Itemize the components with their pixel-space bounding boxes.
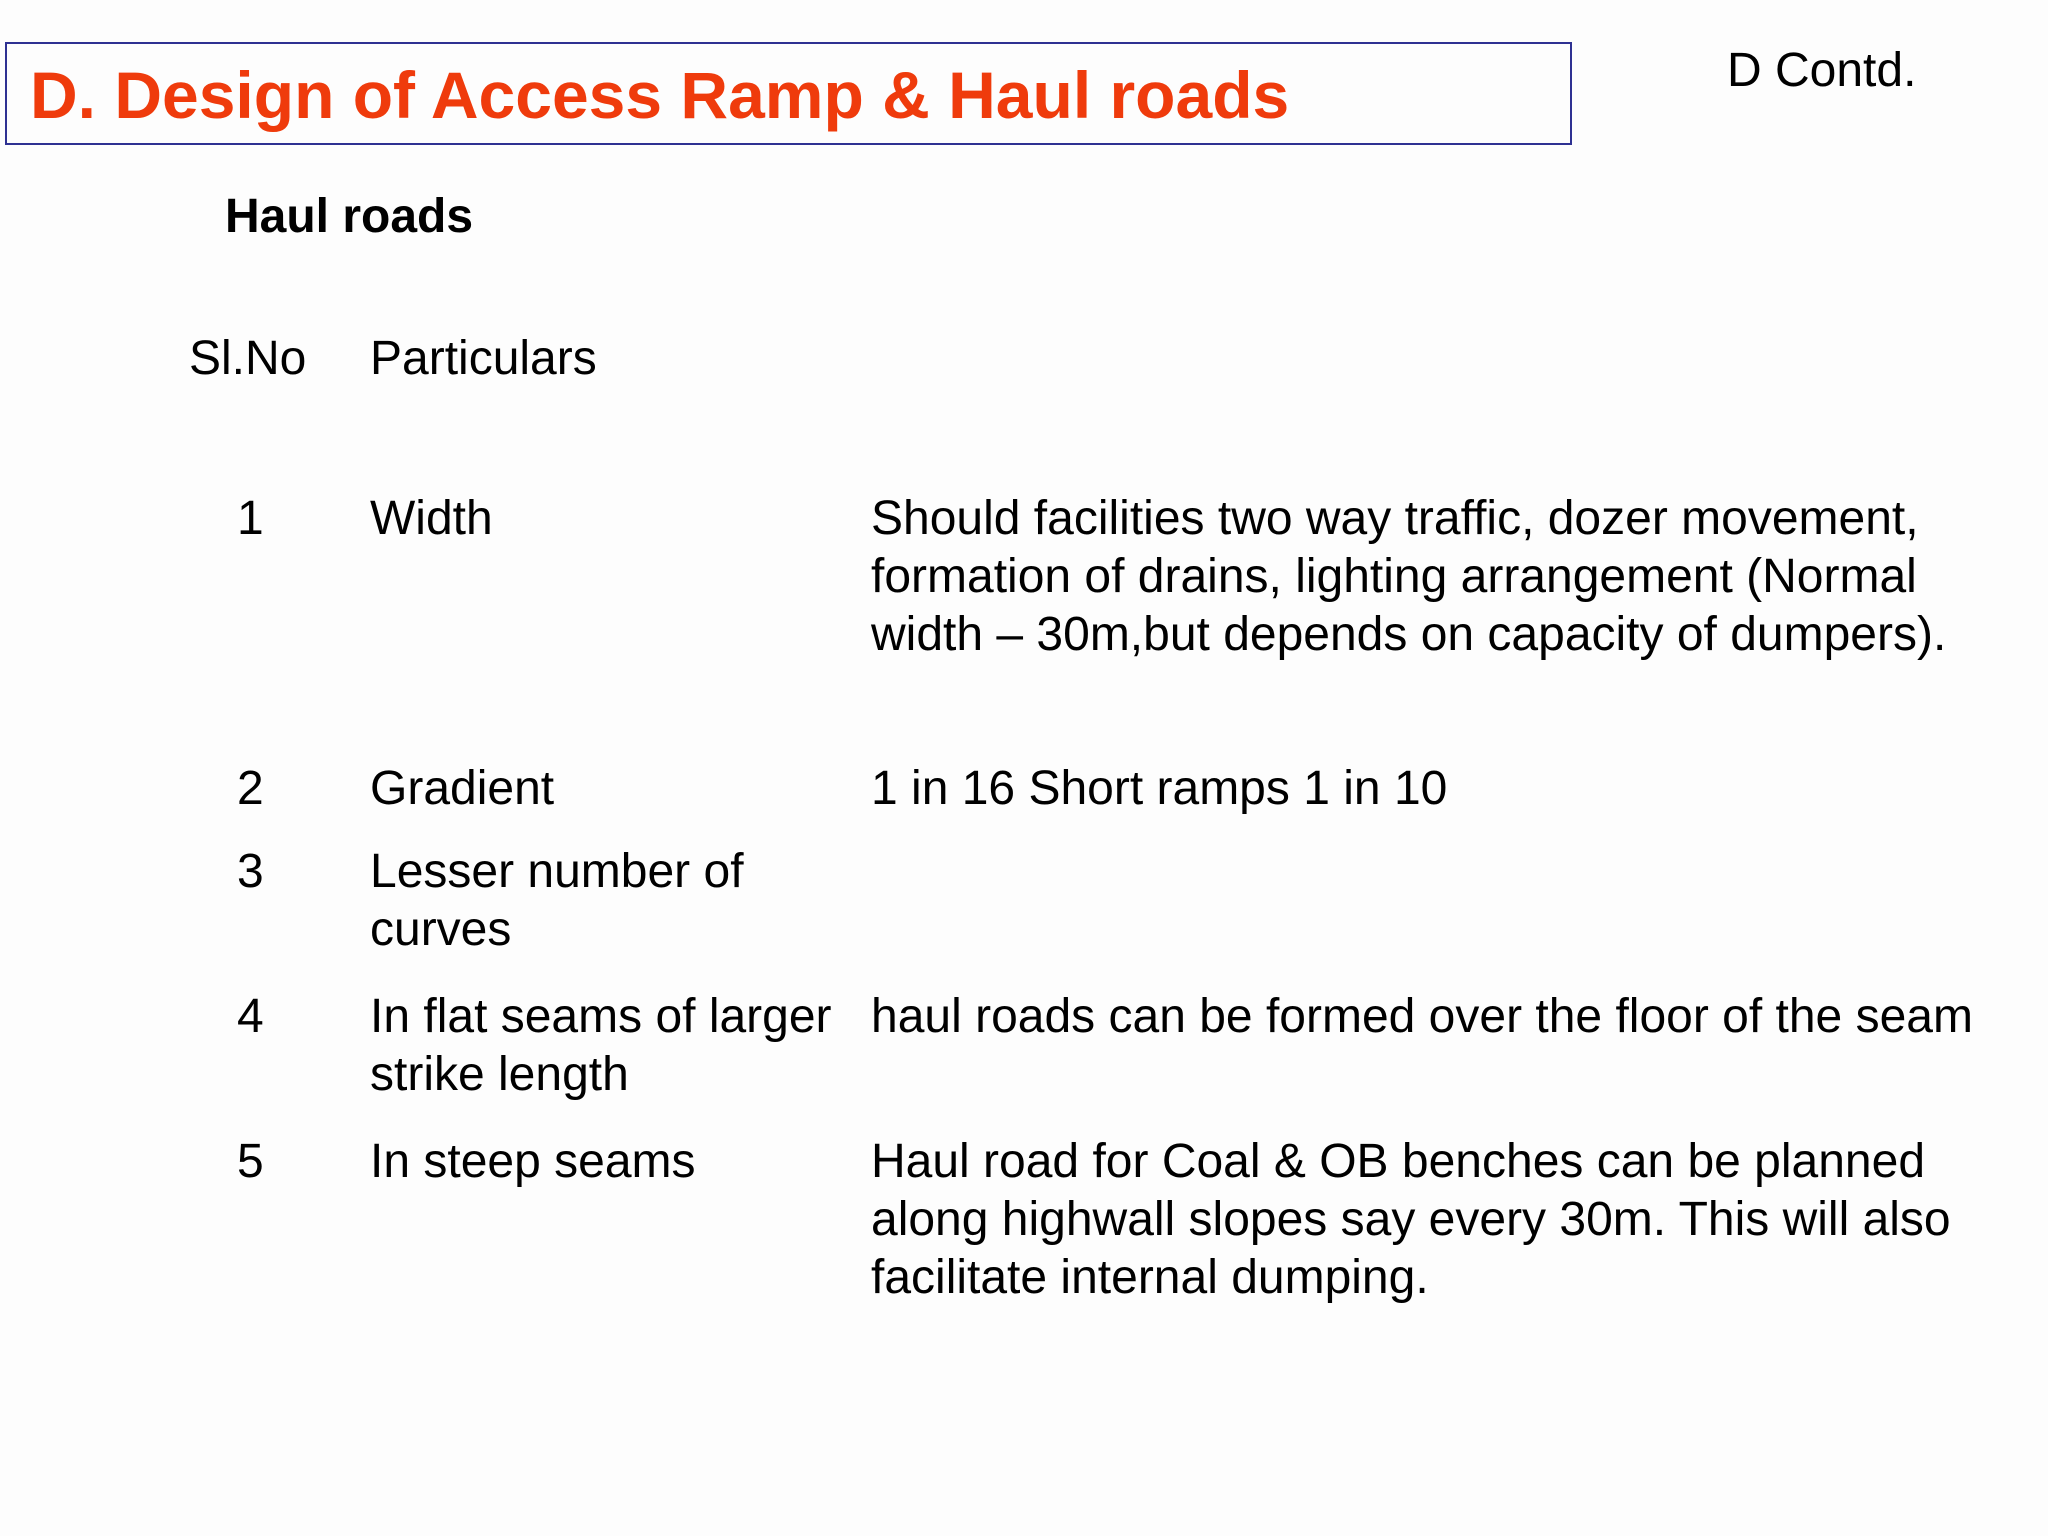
row-particular: In steep seams bbox=[370, 1135, 696, 1188]
row-value: Haul road for Coal & OB benches can be planned along highwall slopes say every 30m. This will also facilitate internal dumping. bbox=[871, 1135, 1951, 1304]
row-particular: Lesser number of curves bbox=[370, 845, 744, 956]
slide-title: D. Design of Access Ramp & Haul roads bbox=[30, 58, 1290, 132]
column-header-particulars: Particulars bbox=[370, 332, 597, 385]
row-particular: In flat seams of larger strike length bbox=[370, 990, 832, 1101]
row-value: Should facilities two way traffic, dozer movement, formation of drains, lighting arrangement (Normal width – 30m,but depends on capacity of dumpers). bbox=[871, 492, 1947, 661]
section-heading: Haul roads bbox=[225, 190, 474, 243]
row-number: 5 bbox=[237, 1135, 264, 1188]
continued-label: D Contd. bbox=[1727, 44, 1917, 97]
row-number: 1 bbox=[237, 492, 264, 545]
row-number: 4 bbox=[237, 990, 264, 1043]
row-value: 1 in 16 Short ramps 1 in 10 bbox=[871, 762, 1448, 815]
title-box bbox=[5, 42, 1572, 145]
row-particular: Gradient bbox=[370, 762, 555, 815]
row-value: haul roads can be formed over the floor of the seam bbox=[871, 990, 1973, 1043]
row-number: 2 bbox=[237, 762, 264, 815]
row-number: 3 bbox=[237, 845, 264, 898]
column-header-sl-no: Sl.No bbox=[189, 332, 307, 385]
row-particular: Width bbox=[370, 492, 493, 545]
